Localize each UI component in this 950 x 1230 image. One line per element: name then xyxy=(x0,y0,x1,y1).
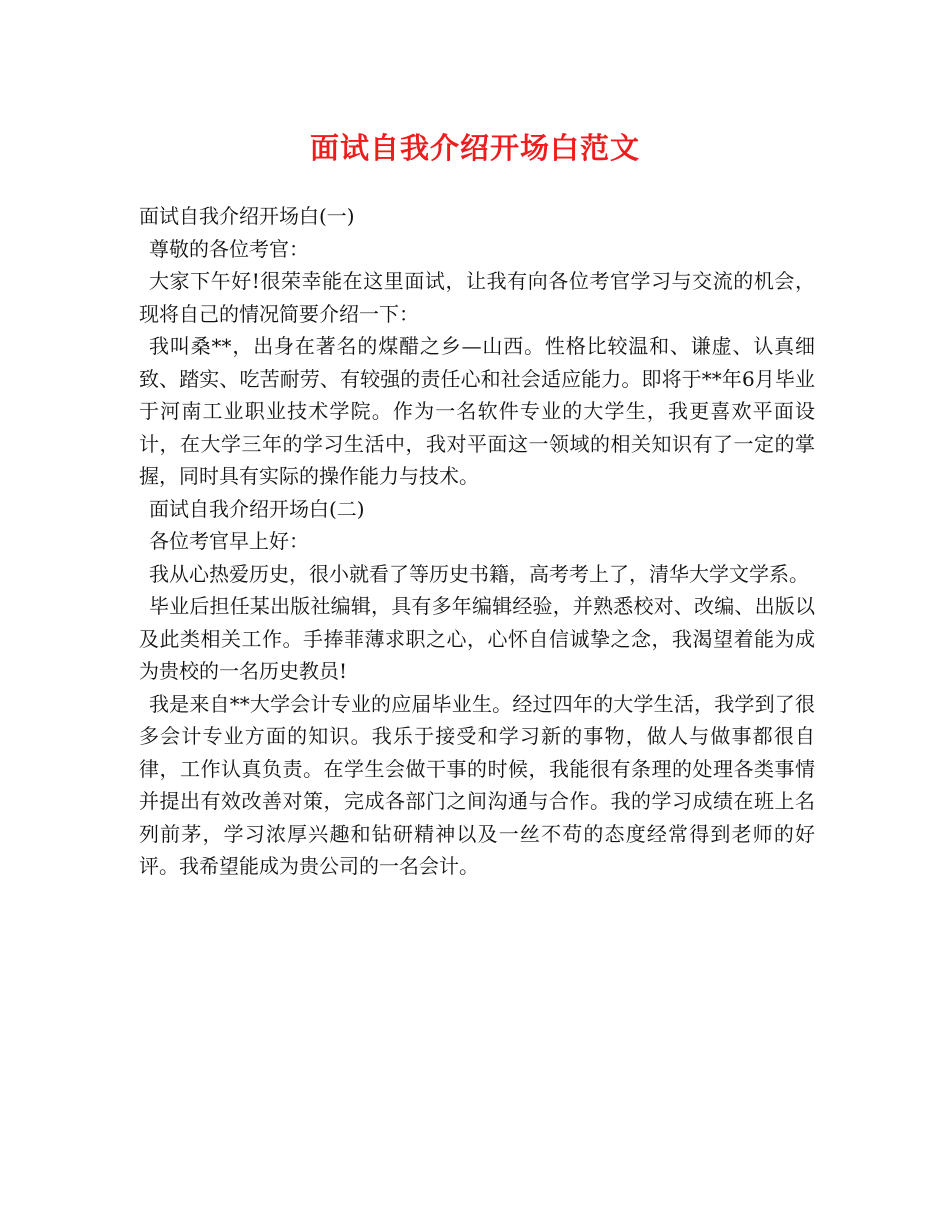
salutation-1: 尊敬的各位考官： xyxy=(149,236,309,261)
document-title: 面试自我介绍开场白范文 xyxy=(309,131,640,165)
document-body xyxy=(139,200,815,883)
paragraph-history: 我从心热爱历史，很小就看了等历史书籍，高考考上了，清华大学文学系。 xyxy=(149,561,809,586)
paragraph-greeting: 大家下午好!很荣幸能在这里面试，让我有向各位考官学习与交流的机会，现将自己的情况简要介绍一下： xyxy=(139,269,815,326)
section-heading-1: 面试自我介绍开场白(一) xyxy=(139,204,355,228)
paragraph-introduction-1: 我叫桑**，出身在著名的煤醋之乡—山西。性格比较温和、谦虚、认真细致、踏实、吃苦耐劳、有较强的责任心和社会适应能力。即将于**年6月毕业于河南工业职业技术学院。作为一名软件专业的大学生，我更喜欢平面设计，在大学三年的学习生活中，我对平面这一领域的相关知识有了一定的掌握，同时具有实际的操作能力与技术。 xyxy=(139,334,815,488)
paragraph-editor: 毕业后担任某出版社编辑，具有多年编辑经验，并熟悉校对、改编、出版以及此类相关工作。手捧菲薄求职之心，心怀自信诚挚之念，我渴望着能为成为贵校的一名历史教员! xyxy=(139,594,815,683)
salutation-2: 各位考官早上好： xyxy=(149,529,309,553)
paragraph-accounting: 我是来自**大学会计专业的应届毕业生。经过四年的大学生活，我学到了很多会计专业方面的知识。我乐于接受和学习新的事物，做人与做事都很自律，工作认真负责。在学生会做干事的时候，我能很有条理的处理各类事情并提出有效改善对策，完成各部门之间沟通与合作。我的学习成绩在班上名列前茅，学习浓厚兴趣和钻研精神以及一丝不苟的态度经常得到老师的好评。我希望能成为贵公司的一名会计。 xyxy=(139,691,815,878)
section-heading-2: 面试自我介绍开场白(二) xyxy=(149,496,365,521)
